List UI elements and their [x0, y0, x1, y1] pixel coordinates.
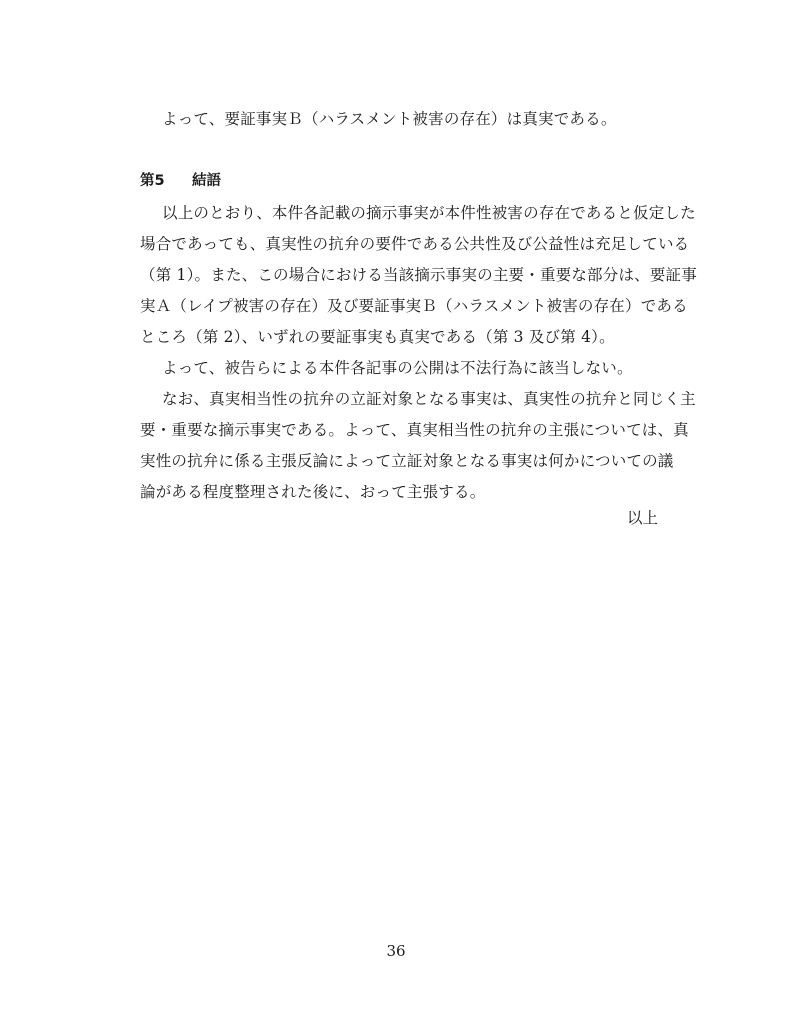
paragraph-line: 実性の抗弁に係る主張反論によって立証対象となる事実は何かについての議	[140, 452, 674, 470]
paragraph-no-tort: よって、被告らによる本件各記事の公開は不法行為に該当しない。	[162, 359, 633, 377]
intro-line: よって、要証事実Ｂ（ハラスメント被害の存在）は真実である。	[162, 110, 617, 128]
page-number: 36	[386, 942, 406, 960]
section-heading	[140, 171, 221, 191]
paragraph-line: ところ（第 2）、いずれの要証事実も真実である（第 3 及び第 4）。	[140, 328, 615, 346]
section-number: 第5	[140, 173, 165, 189]
paragraph-line: 論がある程度整理された後に、おって主張する。	[140, 483, 486, 501]
paragraph-line: 以上のとおり、本件各記載の摘示事実が本件性被害の存在であると仮定した	[162, 204, 696, 222]
closing-mark: 以上	[626, 509, 658, 527]
paragraph-line: 要・重要な摘示事実である。よって、真実相当性の抗弁の主張については、真	[140, 421, 689, 439]
paragraph-line: 実Ａ（レイプ被害の存在）及び要証事実Ｂ（ハラスメント被害の存在）である	[140, 297, 688, 315]
paragraph-line: なお、真実相当性の抗弁の立証対象となる事実は、真実性の抗弁と同じく主	[162, 390, 696, 408]
section-title: 結語	[192, 173, 221, 189]
paragraph-line: （第 1）。また、この場合における当該摘示事実の主要・重要な部分は、要証事	[140, 266, 697, 284]
paragraph-line: 場合であっても、真実性の抗弁の要件である公共性及び公益性は充足している	[140, 235, 690, 253]
